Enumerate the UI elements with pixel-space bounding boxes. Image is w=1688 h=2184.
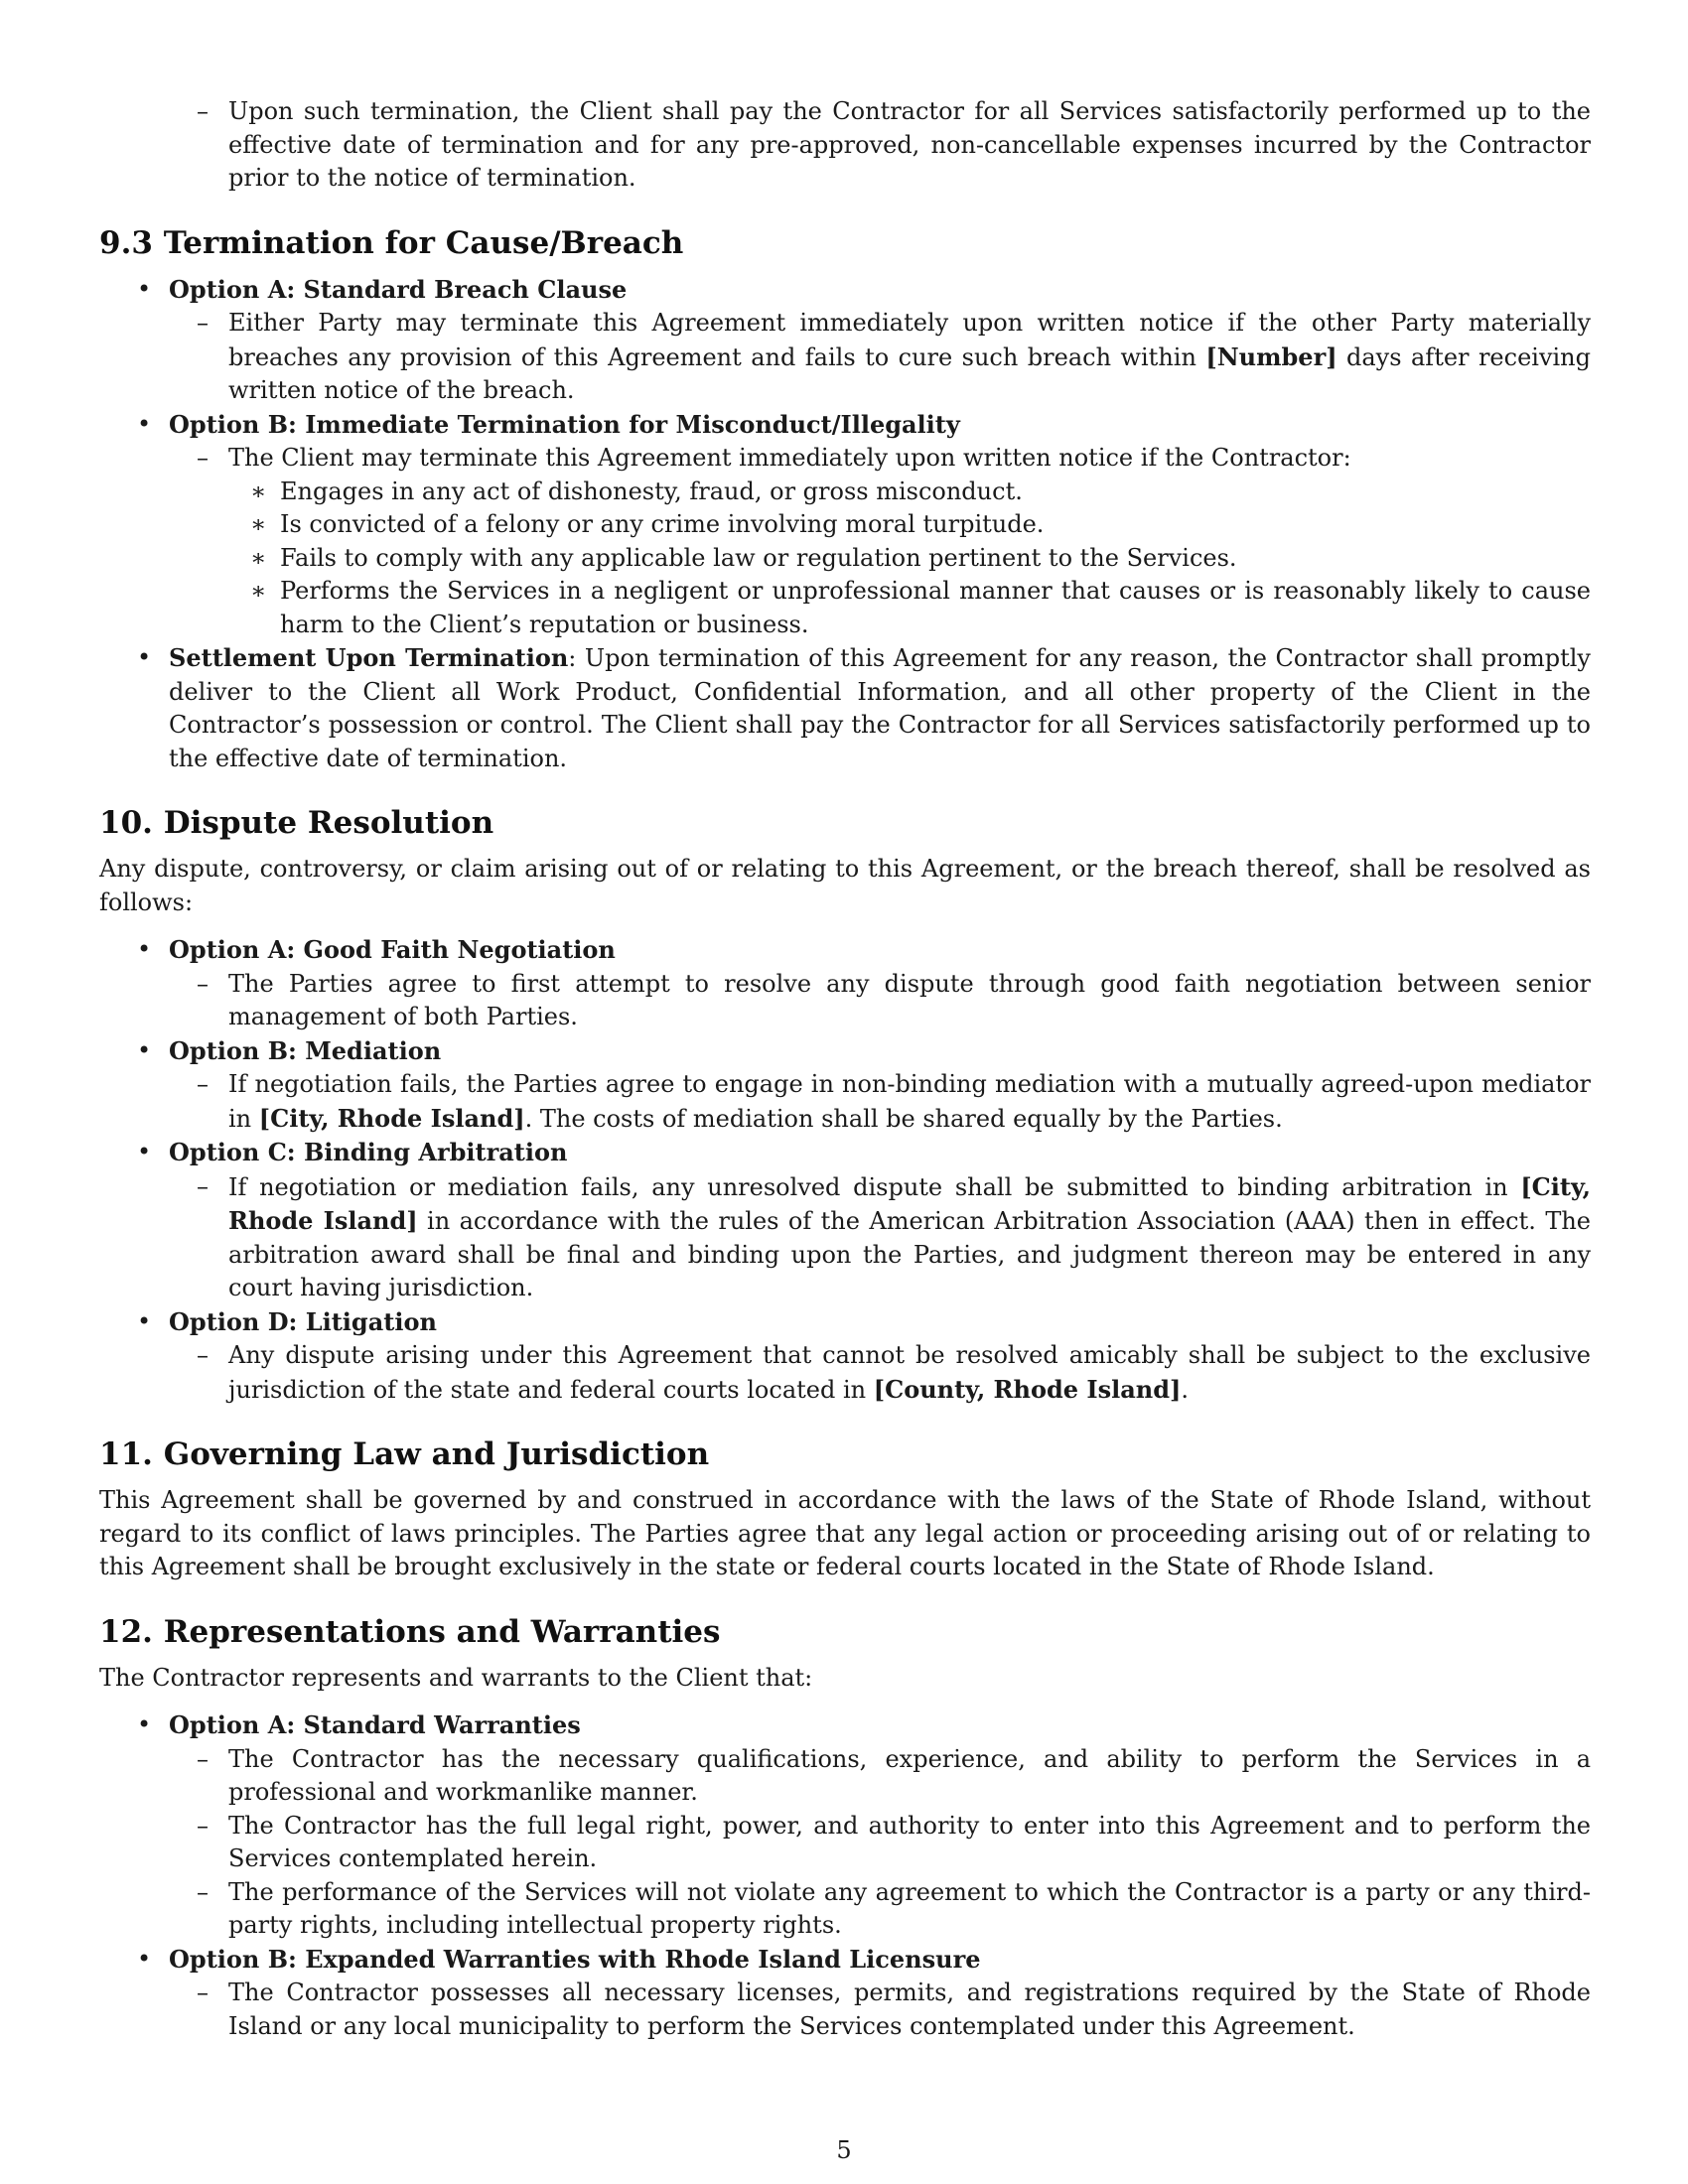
- dash-marker: –: [197, 1171, 209, 1200]
- option-title: Option B: Mediation: [169, 1035, 442, 1065]
- page-number: 5: [836, 2136, 852, 2164]
- option-title: Option A: Standard Warranties: [169, 1710, 581, 1739]
- item-text: days after receiving written notice of the breach.: [228, 342, 1592, 404]
- item-text: The Contractor has the necessary qualifications, experience, and ability to perform the Services in a professional and workmanlike manner.: [228, 1744, 1591, 1806]
- item-text: The Parties agree to first attempt to resolve any dispute through good faith negotiation between senior management of both Parties.: [228, 969, 1591, 1030]
- list-item: [99, 933, 1591, 968]
- bullet-marker: •: [137, 1710, 152, 1738]
- item-text: .: [1181, 1375, 1189, 1404]
- bullet-marker: •: [137, 409, 152, 438]
- sub-list-item: [99, 575, 1591, 641]
- bullet-marker: •: [137, 643, 152, 671]
- item-text: The Contractor has the full legal right, power, and authority to enter into this Agreement and to perform the Services contemplated herein.: [228, 1811, 1591, 1872]
- bullet-marker: •: [137, 935, 152, 963]
- dash-marker: –: [197, 309, 209, 337]
- bullet-marker: •: [137, 1035, 152, 1064]
- list-item: [99, 1339, 1591, 1407]
- sub-list-item: [99, 508, 1591, 542]
- sub-list-item: [99, 476, 1591, 509]
- list-item: [99, 1034, 1591, 1069]
- option-title: Settlement Upon Termination: [169, 643, 569, 672]
- star-marker: ∗: [250, 510, 267, 538]
- list-item: [99, 1943, 1591, 1978]
- item-text: If negotiation fails, the Parties agree to engage in non-binding mediation with a mutually agreed-upon mediator in: [228, 1070, 1591, 1133]
- section-heading-10: 10. Dispute Resolution: [99, 805, 494, 841]
- section-heading-12: 12. Representations and Warranties: [99, 1613, 721, 1650]
- item-text: Any dispute arising under this Agreement that cannot be resolved amicably shall be subject to the exclusive jurisdiction of the state and federal courts located in: [228, 1341, 1591, 1404]
- sub-list-item: [99, 542, 1591, 576]
- item-text: in accordance with the rules of the American Arbitration Association (AAA) then in effect. The arbitration award shall be final and binding upon the Parties, and judgment thereon may be entered in any court having jurisdiction.: [228, 1207, 1591, 1301]
- item-text: Fails to comply with any applicable law or regulation pertinent to the Services.: [280, 543, 1237, 572]
- dash-marker: –: [197, 1979, 209, 2006]
- section-body: This Agreement shall be governed by and construed in accordance with the laws of the State of Rhode Island, without regard to its conflict of laws principles. The Parties agree that any legal action or proceeding arising out of or relating to this Agreement shall be brought exclusively in the state or federal courts located in the State of Rhode Island.: [99, 1486, 1591, 1580]
- item-text: Engages in any act of dishonesty, fraud, or gross misconduct.: [280, 477, 1023, 505]
- list-item: [99, 273, 1591, 308]
- list-item: [99, 1136, 1591, 1170]
- option-title: Option C: Binding Arbitration: [169, 1138, 568, 1166]
- list-item: [99, 307, 1591, 408]
- list-item: [99, 442, 1591, 476]
- section-heading-9-3: 9.3 Termination for Cause/Breach: [99, 224, 684, 261]
- star-marker: ∗: [250, 477, 267, 505]
- list-item: [99, 1170, 1591, 1305]
- list-item: [99, 968, 1591, 1034]
- list-item: [99, 408, 1591, 443]
- dash-marker: –: [197, 97, 209, 125]
- dash-marker: –: [197, 1341, 209, 1369]
- list-item: [99, 641, 1591, 775]
- list-item: [99, 1876, 1591, 1943]
- dash-marker: –: [197, 444, 209, 472]
- list-item: [99, 1977, 1591, 2043]
- bullet-marker: •: [137, 1306, 152, 1335]
- section-intro: The Contractor represents and warrants to the Client that:: [99, 1663, 813, 1692]
- item-text: Either Party may terminate this Agreement immediately upon written notice if the other Party materially breaches any provision of this Agreement and fails to cure such breach within: [228, 309, 1591, 371]
- option-title: Option B: Expanded Warranties with Rhode Island Licensure: [169, 1944, 981, 1974]
- placeholder-county: [County, Rhode Island]: [873, 1374, 1182, 1404]
- item-text: If negotiation or mediation fails, any unresolved dispute shall be submitted to binding arbitration in: [228, 1172, 1521, 1201]
- star-marker: ∗: [250, 577, 267, 605]
- item-text: The Contractor possesses all necessary licenses, permits, and registrations required by the State of Rhode Island or any local municipality to perform the Services contemplated under this Agreement.: [228, 1979, 1591, 2040]
- item-text: Is convicted of a felony or any crime involving moral turpitude.: [280, 510, 1045, 538]
- bullet-marker: •: [137, 1944, 152, 1973]
- list-item: [99, 1708, 1591, 1743]
- item-text: : Upon termination of this Agreement for any reason, the Contractor shall promptly deliver to the Client all Work Product, Confidential Information, and all other property of the Client in the Contractor’s possession or control. The Client shall pay the Contractor for all Services satisfactorily performed up to the effective date of termination.: [169, 644, 1591, 772]
- dash-marker: –: [197, 1070, 209, 1098]
- star-marker: ∗: [250, 543, 267, 572]
- dash-marker: –: [197, 1877, 209, 1906]
- option-title: Option D: Litigation: [169, 1306, 437, 1336]
- dash-marker: –: [197, 969, 209, 998]
- item-text: Performs the Services in a negligent or unprofessional manner that causes or is reasonably likely to cause harm to the Client’s reputation or business.: [280, 577, 1591, 638]
- section-intro: Any dispute, controversy, or claim arising out of or relating to this Agreement, or the breach thereof, shall be resolved as follows:: [99, 855, 1591, 916]
- placeholder-city: [City, Rhode Island]: [228, 1171, 1591, 1235]
- item-text: The Client may terminate this Agreement immediately upon written notice if the Contractor:: [228, 444, 1351, 472]
- list-item: [99, 1743, 1591, 1810]
- list-item: [99, 1305, 1591, 1340]
- option-title: Option A: Good Faith Negotiation: [169, 935, 616, 964]
- list-item: [99, 95, 1591, 196]
- item-text: . The costs of mediation shall be shared equally by the Parties.: [524, 1104, 1283, 1133]
- option-title: Option A: Standard Breach Clause: [169, 274, 628, 304]
- item-text: Upon such termination, the Client shall pay the Contractor for all Services satisfactorily performed up to the effective date of termination and for any pre-approved, non-cancellable expenses incurred by the Contractor prior to the notice of termination.: [228, 97, 1591, 192]
- placeholder-city: [City, Rhode Island]: [258, 1103, 525, 1133]
- list-item: [99, 1068, 1591, 1136]
- dash-marker: –: [197, 1744, 209, 1773]
- item-text: The performance of the Services will not violate any agreement to which the Contractor is a party or any third-party rights, including intellectual property rights.: [228, 1877, 1591, 1939]
- list-item: [99, 1810, 1591, 1876]
- option-title: Option B: Immediate Termination for Misconduct/Illegality: [169, 409, 960, 439]
- placeholder-number: [Number]: [1205, 341, 1337, 371]
- section-heading-11: 11. Governing Law and Jurisdiction: [99, 1436, 710, 1472]
- dash-marker: –: [197, 1811, 209, 1840]
- document-page: [99, 95, 1591, 2043]
- bullet-marker: •: [137, 274, 152, 303]
- bullet-marker: •: [137, 1138, 152, 1165]
